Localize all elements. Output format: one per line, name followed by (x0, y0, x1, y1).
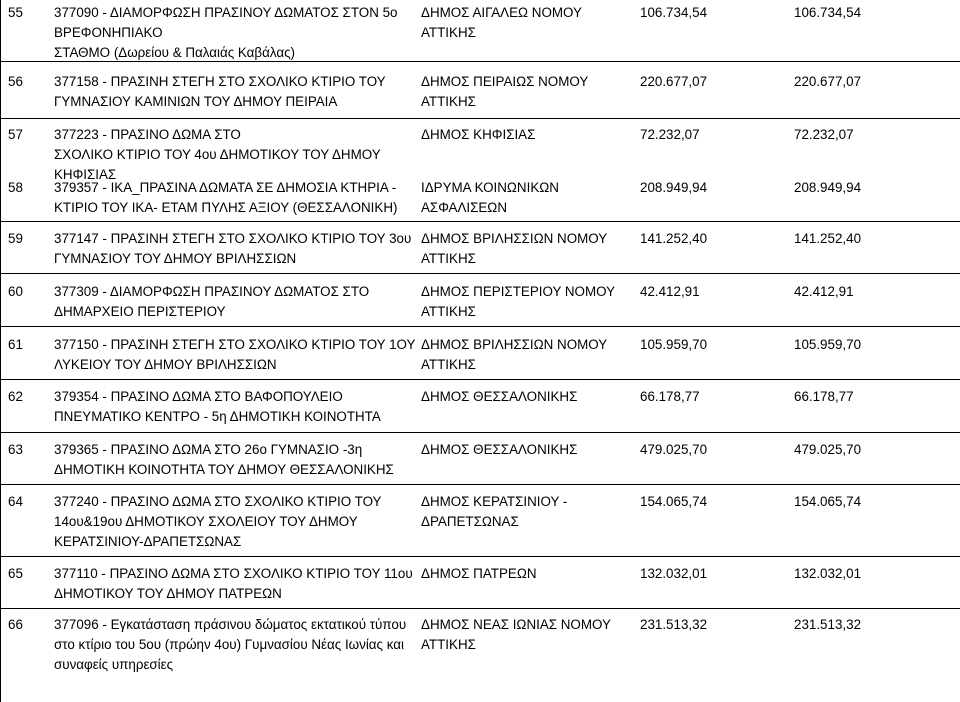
project-title: 377090 - ΔΙΑΜΟΡΦΩΣΗ ΠΡΑΣΙΝΟΥ ΔΩΜΑΤΟΣ ΣΤΟΝ 5ο ΒΡΕΦΟΝΗΠΙΑΚΟ ΣΤΑΘΜΟ (Δωρείου & Παλαιάς Καβάλας) (54, 5, 398, 60)
row-number: 57 (8, 127, 23, 142)
row-divider (0, 608, 960, 609)
row-divider (0, 118, 960, 119)
project-title: 379354 - ΠΡΑΣΙΝΟ ΔΩΜΑ ΣΤΟ ΒΑΦΟΠΟΥΛΕΙΟ ΠΝΕΥΜΑΤΙΚΟ ΚΕΝΤΡΟ - 5η ΔΗΜΟΤΙΚΗ ΚΟΙΝΟΤΗΤΑ (54, 389, 381, 424)
row-divider (0, 326, 960, 327)
row-number: 65 (8, 566, 23, 581)
public-expenditure-amount: 66.178,77 (794, 389, 854, 404)
table-border-left (0, 0, 1, 702)
project-title: 377158 - ΠΡΑΣΙΝΗ ΣΤΕΓΗ ΣΤΟ ΣΧΟΛΙΚΟ ΚΤΙΡΙΟ ΤΟΥ ΓΥΜΝΑΣΙΟΥ ΚΑΜΙΝΙΩΝ ΤΟΥ ΔΗΜΟΥ ΠΕΙΡΑΙΑ (54, 74, 386, 109)
row-number: 64 (8, 494, 23, 509)
beneficiary: ΔΗΜΟΣ ΝΕΑΣ ΙΩΝΙΑΣ ΝΟΜΟΥ ΑΤΤΙΚΗΣ (421, 617, 611, 652)
budget-amount: 72.232,07 (640, 127, 700, 142)
row-number: 63 (8, 442, 23, 457)
row-divider (0, 221, 960, 222)
row-divider (0, 432, 960, 433)
public-expenditure-amount: 132.032,01 (794, 566, 862, 581)
beneficiary: ΔΗΜΟΣ ΠΑΤΡΕΩΝ (421, 566, 537, 581)
beneficiary: ΔΗΜΟΣ ΠΕΡΙΣΤΕΡΙΟΥ ΝΟΜΟΥ ΑΤΤΙΚΗΣ (421, 284, 616, 319)
project-title: 377223 - ΠΡΑΣΙΝΟ ΔΩΜΑ ΣΤΟ ΣΧΟΛΙΚΟ ΚΤΙΡΙΟ ΤΟΥ 4ου ΔΗΜΟΤΙΚΟΥ ΤΟΥ ΔΗΜΟΥ ΚΗΦΙΣΙΑΣ (54, 127, 381, 182)
row-number: 59 (8, 231, 23, 246)
public-expenditure-amount: 106.734,54 (794, 5, 862, 20)
row-number: 58 (8, 180, 23, 195)
project-title: 377096 - Εγκατάσταση πράσινου δώματος εκτατικού τύπου στο κτίριο του 5ου (πρώην 4ου) Γυμνασίου Νέας Ιωνίας και συναφείς υπηρεσίες (54, 617, 407, 672)
budget-amount: 105.959,70 (640, 337, 708, 352)
row-number: 60 (8, 284, 23, 299)
beneficiary: ΔΗΜΟΣ ΚΕΡΑΤΣΙΝΙΟΥ - ΔΡΑΠΕΤΣΩΝΑΣ (421, 494, 568, 529)
project-title: 377147 - ΠΡΑΣΙΝΗ ΣΤΕΓΗ ΣΤΟ ΣΧΟΛΙΚΟ ΚΤΙΡΙΟ ΤΟΥ 3ου ΓΥΜΝΑΣΙΟΥ ΤΟΥ ΔΗΜΟΥ ΒΡΙΛΗΣΣΙΩΝ (54, 231, 412, 266)
budget-amount: 141.252,40 (640, 231, 708, 246)
budget-amount: 132.032,01 (640, 566, 708, 581)
public-expenditure-amount: 42.412,91 (794, 284, 854, 299)
budget-amount: 106.734,54 (640, 5, 708, 20)
beneficiary: ΔΗΜΟΣ ΒΡΙΛΗΣΣΙΩΝ ΝΟΜΟΥ ΑΤΤΙΚΗΣ (421, 337, 608, 372)
budget-amount: 154.065,74 (640, 494, 708, 509)
budget-amount: 208.949,94 (640, 180, 708, 195)
public-expenditure-amount: 220.677,07 (794, 74, 862, 89)
budget-amount: 479.025,70 (640, 442, 708, 457)
beneficiary: ΔΗΜΟΣ ΑΙΓΑΛΕΩ ΝΟΜΟΥ ΑΤΤΙΚΗΣ (421, 5, 582, 40)
row-number: 55 (8, 5, 23, 20)
budget-amount: 66.178,77 (640, 389, 700, 404)
row-number: 66 (8, 617, 23, 632)
row-divider (0, 273, 960, 274)
public-expenditure-amount: 141.252,40 (794, 231, 862, 246)
project-title: 377110 - ΠΡΑΣΙΝΟ ΔΩΜΑ ΣΤΟ ΣΧΟΛΙΚΟ ΚΤΙΡΙΟ ΤΟΥ 11ου ΔΗΜΟΤΙΚΟΥ ΤΟΥ ΔΗΜΟΥ ΠΑΤΡΕΩΝ (54, 566, 413, 601)
project-title: 379365 - ΠΡΑΣΙΝΟ ΔΩΜΑ ΣΤΟ 26ο ΓΥΜΝΑΣΙΟ -3η ΔΗΜΟΤΙΚΗ ΚΟΙΝΟΤΗΤΑ ΤΟΥ ΔΗΜΟΥ ΘΕΣΣΑΛΟΝΙΚΗΣ (54, 442, 394, 477)
project-title: 377150 - ΠΡΑΣΙΝΗ ΣΤΕΓΗ ΣΤΟ ΣΧΟΛΙΚΟ ΚΤΙΡΙΟ ΤΟΥ 1ΟΥ ΛΥΚΕΙΟΥ ΤΟΥ ΔΗΜΟΥ ΒΡΙΛΗΣΣΙΩΝ (54, 337, 416, 372)
budget-amount: 231.513,32 (640, 617, 708, 632)
beneficiary: ΔΗΜΟΣ ΘΕΣΣΑΛΟΝΙΚΗΣ (421, 389, 578, 404)
beneficiary: ΙΔΡΥΜΑ ΚΟΙΝΩΝΙΚΩΝ ΑΣΦΑΛΙΣΕΩΝ (421, 180, 559, 215)
budget-amount: 42.412,91 (640, 284, 700, 299)
beneficiary: ΔΗΜΟΣ ΚΗΦΙΣΙΑΣ (421, 127, 536, 142)
project-title: 379357 - ΙΚΑ_ΠΡΑΣΙΝΑ ΔΩΜΑΤΑ ΣΕ ΔΗΜΟΣΙΑ ΚΤΗΡΙΑ - ΚΤΙΡΙΟ ΤΟΥ ΙΚΑ- ΕΤΑΜ ΠΥΛΗΣ ΑΞΙΟΥ (ΘΕΣΣΑΛΟΝΙΚΗ) (54, 180, 398, 215)
row-divider (0, 379, 960, 380)
row-divider (0, 556, 960, 557)
row-divider (0, 61, 960, 62)
beneficiary: ΔΗΜΟΣ ΠΕΙΡΑΙΩΣ ΝΟΜΟΥ ΑΤΤΙΚΗΣ (421, 74, 589, 109)
public-expenditure-amount: 72.232,07 (794, 127, 854, 142)
beneficiary: ΔΗΜΟΣ ΒΡΙΛΗΣΣΙΩΝ ΝΟΜΟΥ ΑΤΤΙΚΗΣ (421, 231, 608, 266)
public-expenditure-amount: 231.513,32 (794, 617, 862, 632)
public-expenditure-amount: 105.959,70 (794, 337, 862, 352)
row-number: 56 (8, 74, 23, 89)
project-title: 377240 - ΠΡΑΣΙΝΟ ΔΩΜΑ ΣΤΟ ΣΧΟΛΙΚΟ ΚΤΙΡΙΟ ΤΟΥ 14ου&19ου ΔΗΜΟΤΙΚΟΥ ΣΧΟΛΕΙΟΥ ΤΟΥ ΔΗΜΟΥ ΚΕΡΑΤΣΙΝΙΟΥ-ΔΡΑΠΕΤΣΩΝΑΣ (54, 494, 382, 549)
budget-amount: 220.677,07 (640, 74, 708, 89)
project-title: 377309 - ΔΙΑΜΟΡΦΩΣΗ ΠΡΑΣΙΝΟΥ ΔΩΜΑΤΟΣ ΣΤΟ ΔΗΜΑΡΧΕΙΟ ΠΕΡΙΣΤΕΡΙΟΥ (54, 284, 370, 319)
public-expenditure-amount: 208.949,94 (794, 180, 862, 195)
row-number: 61 (8, 337, 23, 352)
public-expenditure-amount: 154.065,74 (794, 494, 862, 509)
public-expenditure-amount: 479.025,70 (794, 442, 862, 457)
row-divider (0, 484, 960, 485)
beneficiary: ΔΗΜΟΣ ΘΕΣΣΑΛΟΝΙΚΗΣ (421, 442, 578, 457)
row-number: 62 (8, 389, 23, 404)
